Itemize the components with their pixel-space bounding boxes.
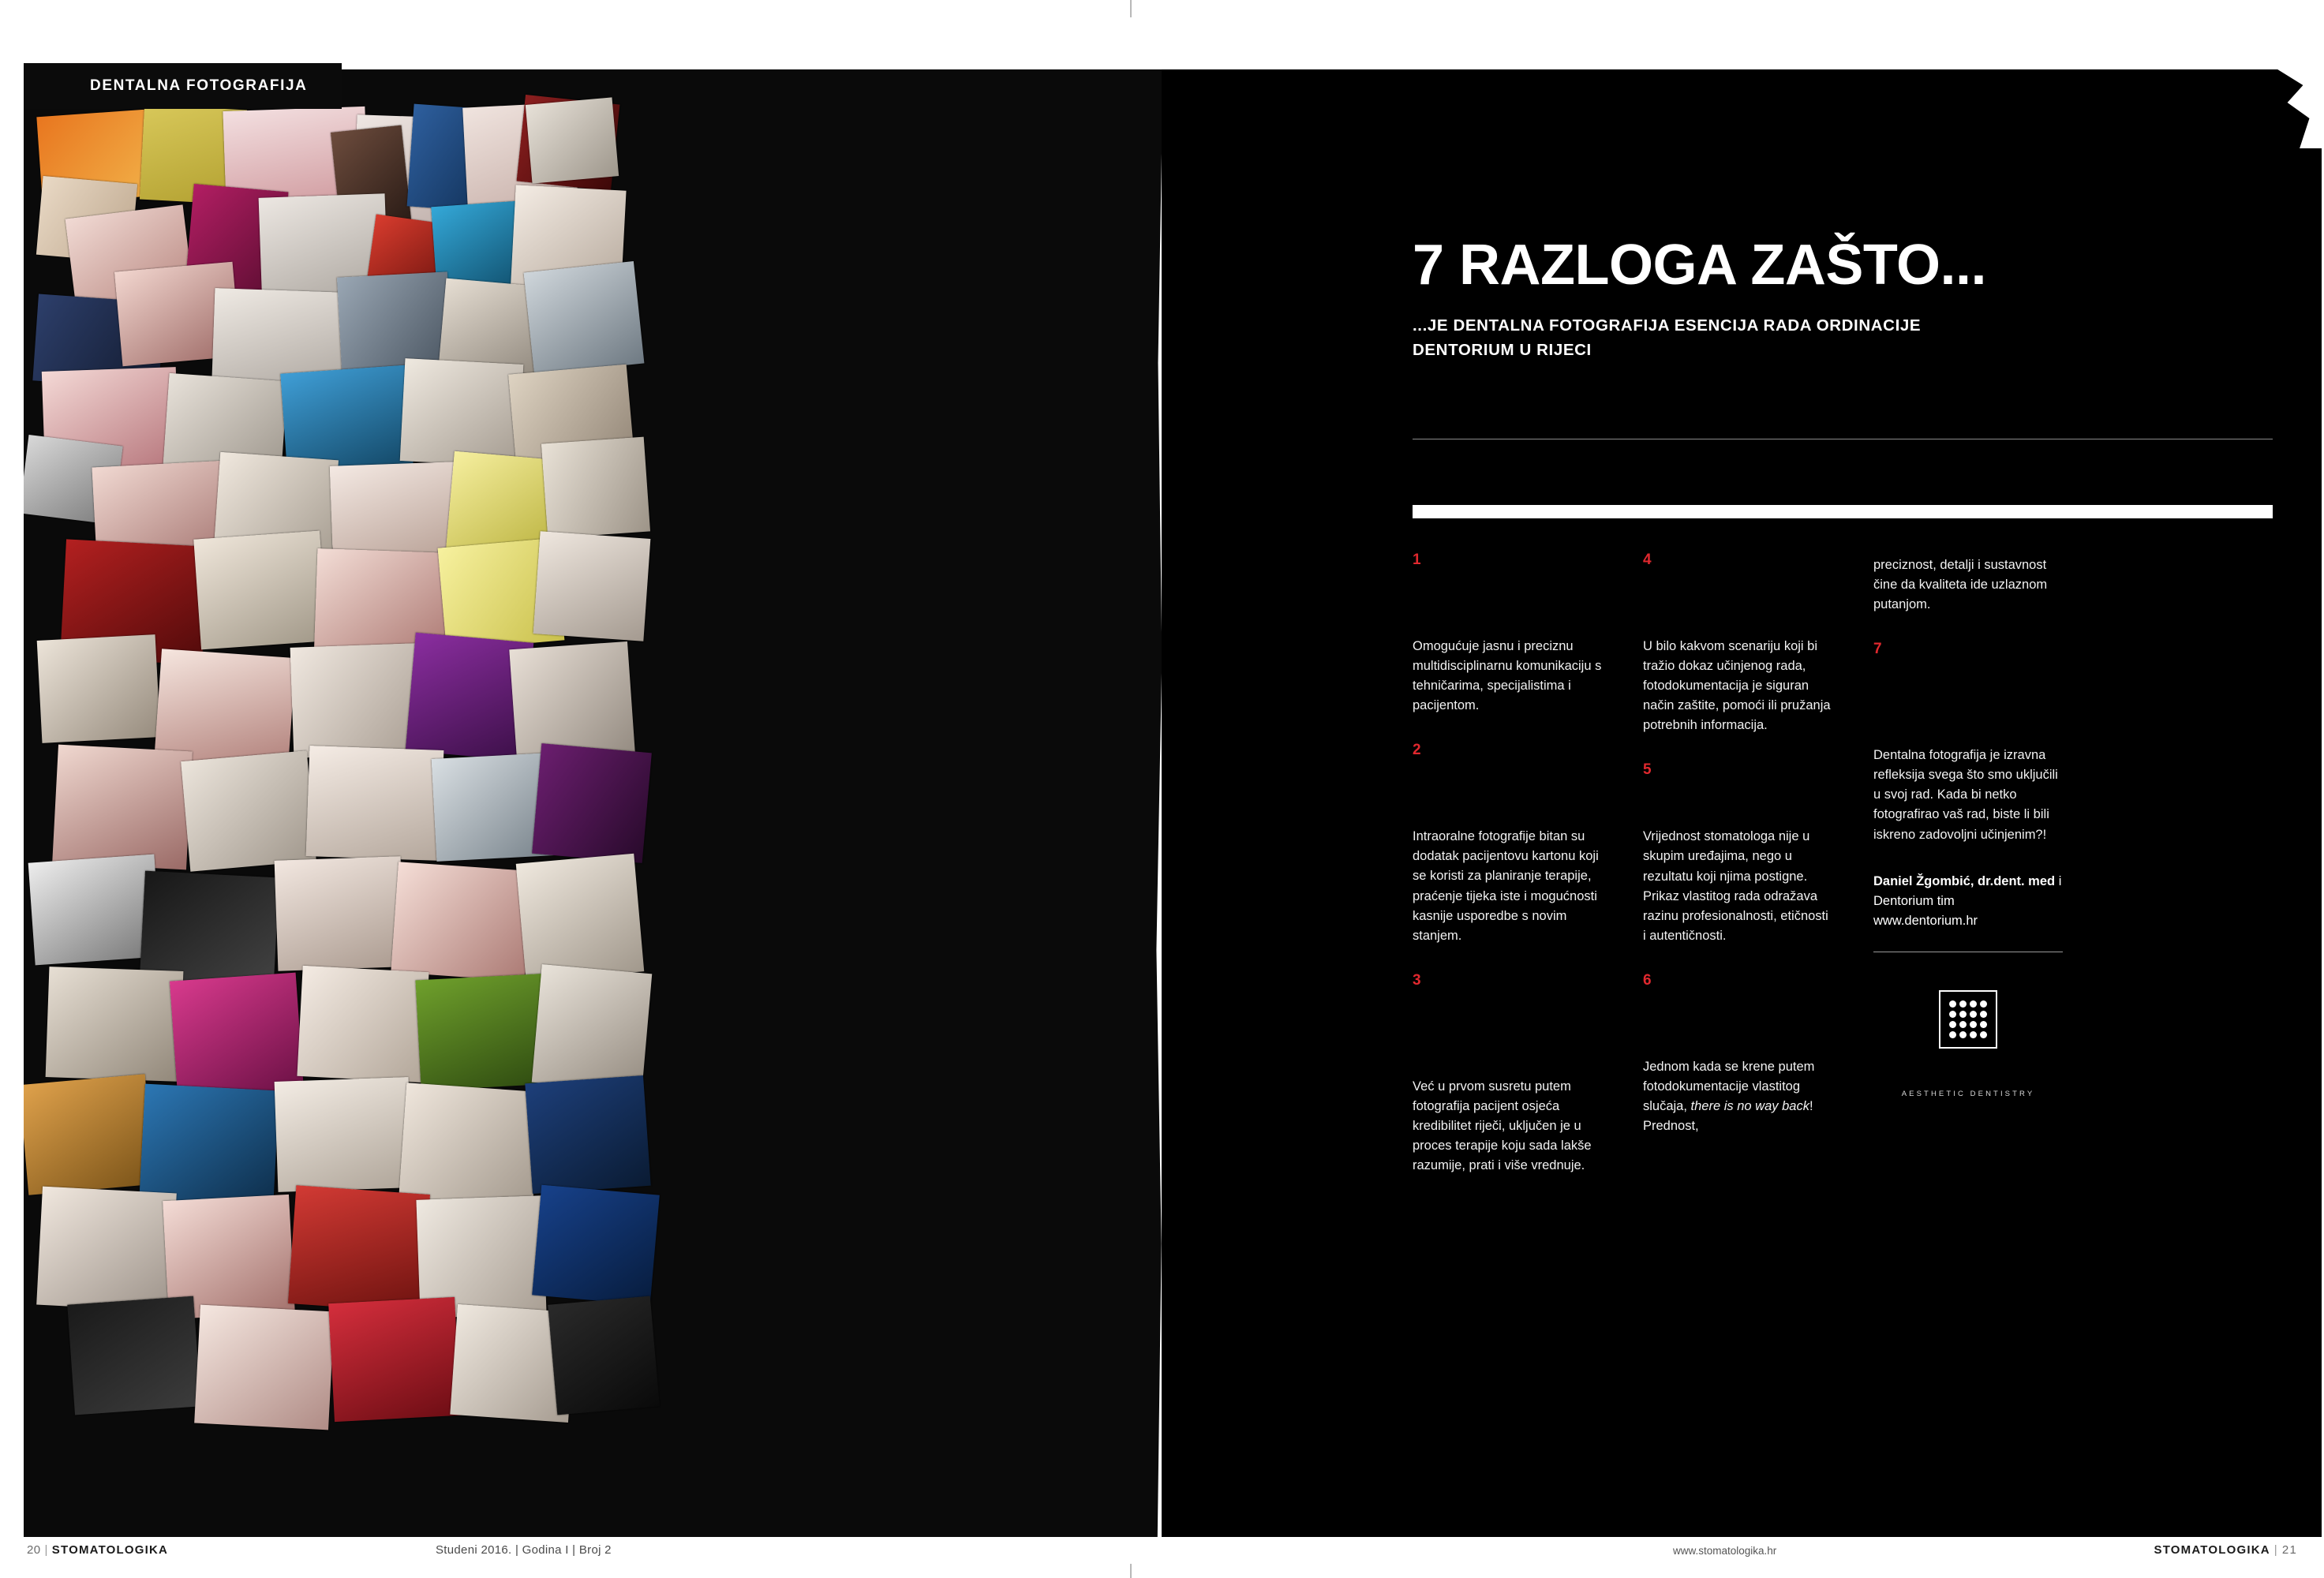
collage-tile (52, 745, 193, 870)
collage-tile (526, 97, 619, 183)
collage-tile (391, 862, 532, 982)
page-title: 7 RAZLOGA ZAŠTO... (1413, 234, 1987, 297)
collage-tile (275, 856, 405, 970)
logo-dot (1970, 1011, 1977, 1018)
footer-left: 20 | STOMATOLOGIKA (27, 1543, 169, 1557)
logo-dot (1959, 1000, 1967, 1008)
collage-tile (399, 1083, 541, 1210)
item-subhead: DIJAGNOZA I PLAN TRETMANA (1413, 776, 1564, 813)
item-body-mixed (1643, 1057, 1832, 1136)
column-3 (1873, 552, 2063, 1202)
item-subhead: KVALITETNIJA KOMUNIKACIJA I EDUKACIJA PACIJENTA (1413, 1005, 1599, 1063)
collage-tile (297, 966, 428, 1083)
item-number: 2 (1413, 742, 1421, 759)
logo-dot (1980, 1011, 1987, 1018)
logo-dot (1980, 1031, 1987, 1038)
footer-page-number-right: 21 (2281, 1543, 2297, 1557)
collage-tile (288, 1185, 430, 1312)
item-body: Dentalna fotografija je izravna refleksija svega što smo uključili u svoj rad. Kada bi netko fotografirao vaš rad, biste li bili iskreno zadovoljni učinjenim?! (1873, 748, 2058, 842)
article-deck: ...JE DENTALNA FOTOGRAFIJA ESENCIJA RADA ORDINACIJE DENTORIUM U RIJECI (1413, 316, 1922, 359)
column-continuation: preciznost, detalji i sustavnost čine da kvaliteta ide uzlaznom putanjom. (1873, 558, 2048, 612)
item-subhead: SAMOEDUKACIJA I USAVRŠAVANJE (1643, 1005, 1794, 1043)
column-1 (1413, 552, 1602, 1202)
dentorium-logo (1873, 990, 2063, 1098)
collage-tile (194, 1305, 335, 1430)
logo-dot (1980, 1021, 1987, 1028)
collage-tile (532, 964, 653, 1092)
photo-collage (24, 69, 1162, 1537)
collage-tile (516, 854, 645, 982)
item-body-part2: ! Prednost, (1643, 1099, 1813, 1134)
collage-tile (532, 743, 652, 863)
logo-dot (1949, 1000, 1956, 1008)
item-subhead: AUTENTIČNOST (1643, 795, 1769, 813)
byline-affiliation: i Dentorium tim (1873, 873, 2062, 908)
divider-thick (1413, 505, 2273, 518)
logo-tagline: AESTHETIC DENTISTRY (1901, 1089, 2035, 1098)
byline (1873, 872, 2063, 931)
collage-tile (400, 358, 524, 467)
page-corner-notch (2273, 69, 2322, 148)
item-number: 1 (1413, 552, 1421, 568)
item-subhead: JEDINO PRIHVATLJIVO JEST DATI SVE OD SEBE (1873, 675, 2053, 732)
logo-dot (1959, 1011, 1967, 1018)
article-columns (1413, 552, 2324, 1202)
collage-tile (509, 641, 634, 760)
article-header (1413, 234, 2273, 363)
page-footer (0, 1540, 2324, 1578)
item-number: 3 (1413, 971, 1421, 989)
collage-tile (541, 437, 650, 539)
item-body-part1: Jednom kada se krene putem fotodokumentacije vlastitog slučaja, (1643, 1059, 1815, 1114)
logo-dot (1949, 1021, 1956, 1028)
footer-url[interactable]: www.stomatologika.hr (1673, 1545, 1777, 1557)
collage-tile (181, 750, 316, 871)
footer-right: STOMATOLOGIKA | 21 (2154, 1543, 2297, 1557)
collage-tile (533, 531, 651, 641)
collage-tile (525, 1075, 650, 1194)
logo-dot (1959, 1031, 1967, 1038)
item-body: Vrijednost stomatologa nije u skupim uređajima, nego u rezultatu koji njima postigne. Prikaz vlastitog rada odražava razinu profesionalnosti, etičnosti i autentičnosti. (1643, 829, 1828, 943)
column-2 (1643, 552, 1832, 1202)
collage-tile (46, 967, 184, 1082)
logo-wordmark: DENTORIUM (1887, 1060, 2049, 1083)
dentorium-logo-icon (1939, 990, 1997, 1049)
collage-tile (139, 1084, 279, 1210)
logo-dot (1949, 1031, 1956, 1038)
item-number: 6 (1643, 971, 1652, 989)
item-body: Intraoralne fotografije bitan su dodatak pacijentovu kartonu koji se koristi za planiranje terapije, praćenje tijeka iste i mogućnosti kasnije usporedbe s novim stanjem. (1413, 829, 1599, 943)
logo-dot (1970, 1031, 1977, 1038)
footer-page-number-left: 20 (27, 1543, 41, 1557)
footer-magazine-left: STOMATOLOGIKA (51, 1543, 169, 1557)
collage-tile (328, 1297, 461, 1422)
collage-tile (36, 1187, 177, 1312)
byline-website[interactable]: www.dentorium.hr (1873, 913, 1978, 928)
logo-dot (1970, 1000, 1977, 1008)
crop-mark-top (1130, 0, 1132, 17)
item-subhead: LEGALNA DOKUMENTACIJA (1643, 585, 1783, 623)
footer-issue-info: Studeni 2016. | Godina I | Broj 2 (436, 1543, 612, 1557)
byline-name: Daniel Žgombić, dr.dent. med (1873, 873, 2056, 888)
collage-tile (524, 261, 645, 375)
logo-dot (1949, 1011, 1956, 1018)
logo-dot (1959, 1021, 1967, 1028)
collage-tile (306, 746, 444, 861)
collage-tile (275, 1077, 413, 1192)
collage-tile (337, 271, 452, 372)
item-number: 4 (1643, 552, 1652, 568)
item-number: 5 (1643, 761, 1652, 779)
collage-tile (37, 634, 161, 743)
collage-tile (67, 1296, 200, 1415)
logo-dot (1980, 1000, 1987, 1008)
collage-tile (290, 643, 421, 757)
left-page (24, 69, 1162, 1537)
collage-tile (24, 1074, 155, 1195)
item-number: 7 (1873, 641, 1882, 658)
item-body: Već u prvom susretu putem fotografija pacijent osjeća kredibilitet riječi, uključen je u proces terapije koju sada lakše razumije, prati i više vrednuje. (1413, 1079, 1592, 1173)
collage-tile (170, 973, 304, 1100)
collage-tile (548, 1296, 660, 1415)
section-tag: DENTALNA FOTOGRAFIJA (24, 63, 342, 109)
item-body: U bilo kakvom scenariju koji bi tražio dokaz učinjenog rada, fotodokumentacija je siguran način zaštite, pomoći ili pružanja potrebnih informacija. (1643, 639, 1831, 733)
logo-dot (1970, 1021, 1977, 1028)
footer-magazine-right: STOMATOLOGIKA (2154, 1543, 2270, 1557)
collage-tile (532, 1185, 660, 1306)
item-body: Omogućuje jasnu i preciznu multidisciplinarnu komunikaciju s tehničarima, specijalistima i pacijentom. (1413, 639, 1602, 713)
collage-tile (193, 531, 327, 650)
item-body-italic: there is no way back (1690, 1099, 1809, 1114)
item-subhead: VIZUALNA KOMUNIKACIJA (1413, 585, 1537, 623)
